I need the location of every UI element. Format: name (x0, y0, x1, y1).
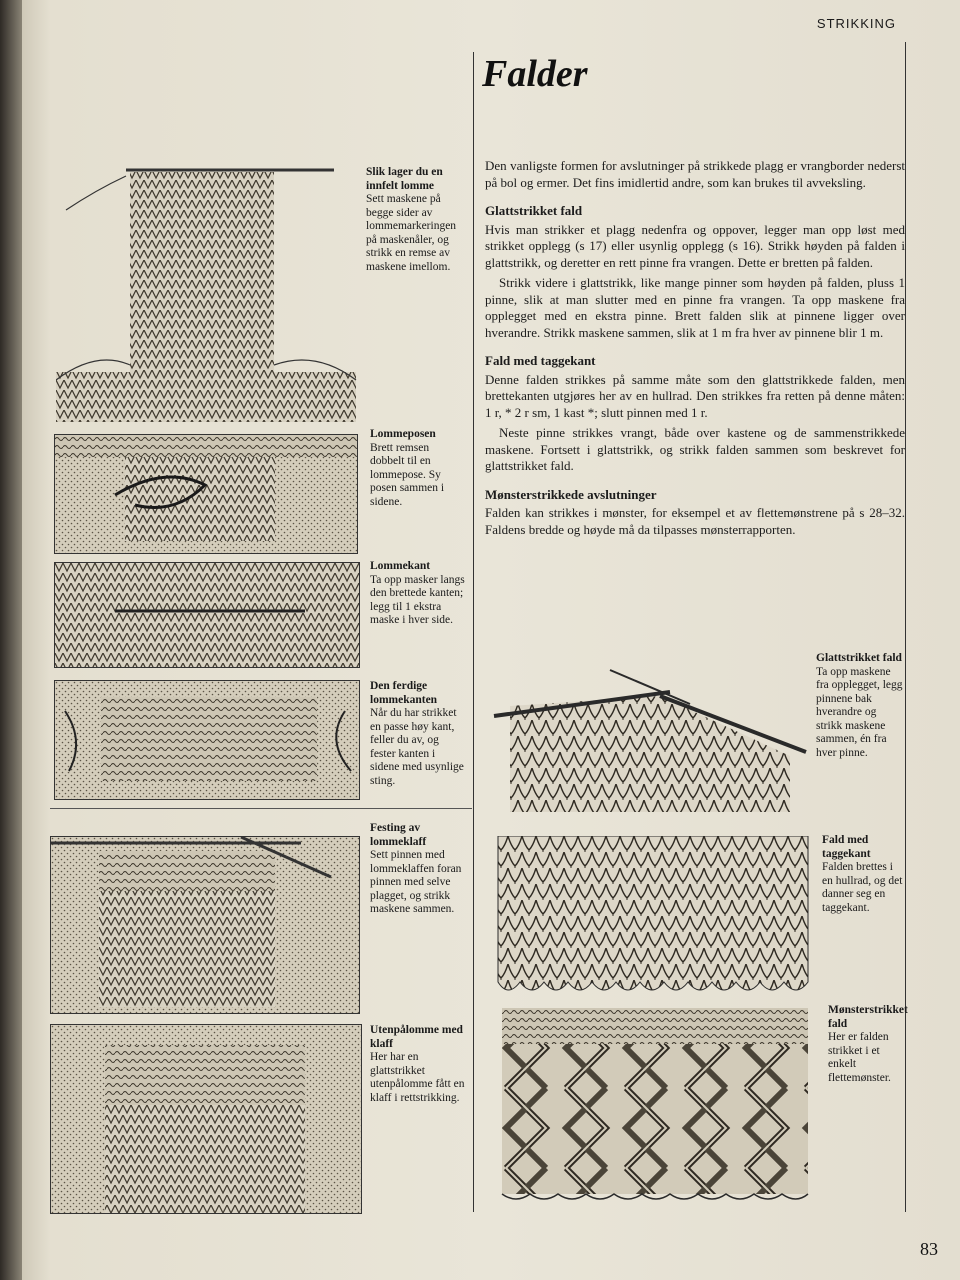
caption-title: Festing av lommeklaff (370, 822, 427, 848)
article-intro: Den vanligste formen for avslutninger på strikkede plagg er vrangborder nederst på bol og ermer. Det fins imidlertid andre, som kan brukes til avveksling. (485, 158, 905, 190)
section-paragraph: Denne falden strikkes på samme måte som den glattstrikkede falden, men brettekanten utgjøres her av en hullrad. Den strikkes fra retten på denne måten: 1 r, * 2 r sm, 1 kast *; slutt pinnen med 1 r. (485, 371, 905, 420)
caption-fald-taggekant (822, 834, 906, 915)
caption-innfelt-lomme (366, 166, 462, 274)
figure-glattstrikket-fald (490, 656, 810, 812)
figure-monsterstrikket-fald (496, 1008, 814, 1204)
figure-utenpalomme (50, 1024, 362, 1214)
section-label: STRIKKING (816, 16, 896, 31)
caption-text: Sett pinnen med lommeklaffen foran pinnen med selve plagget, og strikk maskene sammen. (370, 849, 462, 915)
section-heading: Glattstrikket fald (485, 203, 583, 218)
section-paragraph: Strikk videre i glattstrikk, like mange pinner som høyden på falden, pluss 1 pinne, slik at man slutter med en pinne fra vrangen. Ta opp maskene fra opplegget med en ekstra pinne. Brett falden slik at pinnene ligger over hverandre. Strikk maskene sammen, slik at 1 m fra hver av pinnene blir 1 m. (485, 275, 905, 340)
book-spine (0, 0, 22, 1280)
caption-text: Her er falden strikket i et enkelt flettemønster. (828, 1031, 891, 1084)
caption-title: Fald med taggekant (822, 834, 871, 860)
caption-title: Lommekant (370, 560, 431, 572)
caption-festing-lommeklaff (370, 822, 466, 917)
caption-lommekant (370, 560, 466, 628)
figure-ferdige-lommekanten (54, 680, 360, 800)
figure-innfelt-lomme (56, 160, 360, 422)
figure-fald-taggekant (494, 836, 812, 998)
section-paragraph: Hvis man strikker et plagg nedenfra og oppover, legger man opp løst med strikket opplegg (s 17) eller usynlig opplegg (s 16). Strikk høyden på falden i glattstrikk, og deretter en rett pinne fra vrangen. Dette er bretten på falden. (485, 221, 905, 270)
section-heading: Mønsterstrikkede avslutninger (485, 486, 657, 502)
page-number: 83 (920, 1239, 938, 1259)
column-divider (473, 52, 474, 1212)
section-paragraph: Falden kan strikkes i mønster, for eksempel et av flettemønstrene på s 28–32. Faldens bredde og høyde må da tilpasses mønsterrapporten. (485, 505, 905, 537)
figure-lommekant (54, 562, 360, 668)
page-title: Falder (482, 53, 588, 95)
article-body (485, 158, 905, 542)
caption-text: Falden brettes i en hullrad, og det danner seg en taggekant. (822, 861, 903, 914)
caption-title: Lommeposen (370, 428, 436, 440)
caption-title: Den ferdige lommekanten (370, 680, 438, 706)
section-paragraph: Neste pinne strikkes vrangt, både over kastene og de sammenstrikkede maskene. Fortsett i glattstrikk, og strikk falden sammen som beskrevet for glattstrikket fald. (485, 425, 905, 473)
caption-text: Når du har strikket en passe høy kant, feller du av, og fester kanten i sidene med usynlige sting. (370, 707, 464, 787)
caption-text: Brett remsen dobbelt til en lommepose. Sy posen sammen i sidene. (370, 441, 445, 508)
caption-text: Her har en glattstrikket utenpålomme fått en klaff i rettstrikking. (370, 1051, 465, 1104)
caption-text: Ta opp masker langs den brettede kanten; legg til 1 ekstra maske i hver side. (370, 573, 465, 626)
figure-lommeposen (54, 434, 358, 554)
figure-divider (50, 808, 472, 809)
caption-title: Mønsterstrikket fald (828, 1004, 908, 1030)
caption-utenpalomme (370, 1024, 466, 1105)
caption-title: Utenpålomme med klaff (370, 1024, 463, 1050)
caption-title: Slik lager du en innfelt lomme (366, 166, 443, 192)
section-heading: Fald med taggekant (485, 353, 596, 368)
caption-text: Ta opp maskene fra opplegget, legg pinnene bak hverandre og strikk maskene sammen, én fra hver pinne. (816, 665, 903, 759)
figure-festing-lommeklaff (50, 836, 360, 1014)
caption-text: Sett maskene på begge sider av lommemarkeringen på maskenåler, og strikk en remse av maskene imellom. (366, 193, 457, 273)
caption-ferdige-lommekanten (370, 680, 466, 788)
caption-title: Glattstrikket fald (816, 652, 902, 664)
caption-monsterstrikket-fald (828, 1004, 908, 1085)
caption-lommeposen (370, 428, 466, 509)
caption-glattstrikket-fald (816, 652, 904, 760)
